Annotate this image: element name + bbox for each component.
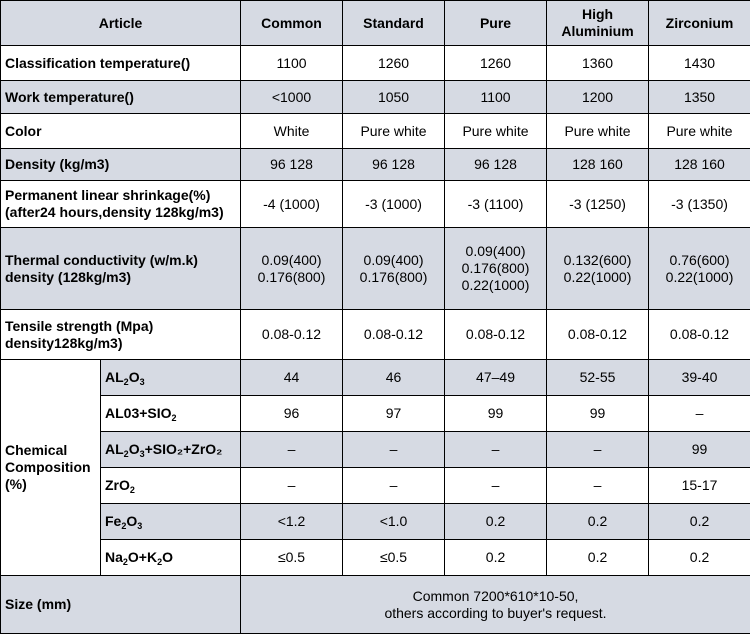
cell-value-line: 0.76(600): [669, 251, 730, 268]
cell-value: Pure white: [547, 114, 649, 149]
cell-value: 0.08-0.12: [547, 310, 649, 360]
cell-value: Pure white: [445, 114, 547, 149]
row-chem-al2o3-sio2-zro2: [1, 432, 750, 468]
cell-value: <1000: [241, 81, 343, 114]
cell-value: 96 128: [445, 149, 547, 181]
row-chem-fe2o3: [1, 504, 750, 540]
row-label-line: density128kg/m3): [5, 334, 123, 351]
cell-value: 1200: [547, 81, 649, 114]
cell-value: –: [241, 468, 343, 504]
row-classification-temperature: [1, 46, 750, 81]
row-label-line: Composition: [5, 459, 91, 475]
cell-value: 99: [649, 432, 750, 468]
header-article: Article: [1, 1, 241, 46]
row-label: Color: [1, 114, 241, 149]
cell-value: 1350: [649, 81, 750, 114]
cell-value-line: 0.09(400): [465, 243, 526, 259]
chem-sub-label: $AL_2O_3+SIO_2+ZrO_2$: [101, 432, 241, 468]
cell-value: <1.2: [241, 504, 343, 540]
cell-value: 1360: [547, 46, 649, 81]
cell-value: 0.2: [649, 504, 750, 540]
cell-value: 47–49: [445, 360, 547, 396]
cell-value: 1100: [445, 81, 547, 114]
cell-value-line: 0.09(400): [363, 251, 424, 268]
cell-value: Pure white: [649, 114, 750, 149]
row-tensile-strength: [1, 310, 750, 360]
cell-value: 0.2: [445, 504, 547, 540]
cell-value: 1430: [649, 46, 750, 81]
cell-value: –: [343, 468, 445, 504]
row-label: [1, 228, 241, 310]
cell-value: 99: [445, 396, 547, 432]
cell-value: -3 (1000): [343, 181, 445, 228]
row-chem-zro2: [1, 468, 750, 504]
cell-value: 128 160: [649, 149, 750, 181]
cell-value: [649, 228, 750, 310]
cell-value: <1.0: [343, 504, 445, 540]
row-label-line: Permanent linear shrinkage(%): [5, 187, 211, 203]
cell-value: 0.08-0.12: [445, 310, 547, 360]
cell-value-line: 0.176(800): [359, 268, 428, 285]
cell-value: 0.08-0.12: [241, 310, 343, 360]
size-value-line: others according to buyer's request.: [384, 604, 607, 621]
row-color: [1, 114, 750, 149]
cell-value: 0.2: [547, 540, 649, 576]
row-label-line: Tensile strength (Mpa): [5, 317, 154, 334]
cell-value: 97: [343, 396, 445, 432]
chem-sub-label: ZrO$_2$: [101, 468, 241, 504]
cell-value: [343, 228, 445, 310]
chem-sub-label: $AL03+SIO_2$: [101, 396, 241, 432]
row-label: [1, 181, 241, 228]
row-chem-na2o-k2o: [1, 540, 750, 576]
cell-value: 0.2: [547, 504, 649, 540]
cell-value: 0.08-0.12: [649, 310, 750, 360]
row-label: [1, 310, 241, 360]
cell-value: 44: [241, 360, 343, 396]
cell-value: 0.2: [649, 540, 750, 576]
header-zirconium: Zirconium: [649, 1, 750, 46]
cell-value: 1260: [445, 46, 547, 81]
cell-value: 96: [241, 396, 343, 432]
cell-value-line: 0.176(800): [461, 260, 530, 276]
row-size: [1, 576, 750, 634]
cell-value: 0.08-0.12: [343, 310, 445, 360]
size-value: [241, 576, 750, 634]
chem-sub-label: $AL_2O_3$: [101, 360, 241, 396]
header-pure: Pure: [445, 1, 547, 46]
cell-value: -4 (1000): [241, 181, 343, 228]
cell-value: [445, 228, 547, 310]
cell-value: White: [241, 114, 343, 149]
chem-sub-label: $Fe_2O_3$: [101, 504, 241, 540]
cell-value: 99: [547, 396, 649, 432]
cell-value: 1100: [241, 46, 343, 81]
row-label: Classification temperature(): [1, 46, 241, 81]
header-high-aluminium: High Aluminium: [547, 1, 649, 46]
row-linear-shrinkage: [1, 181, 750, 228]
row-chem-al2o3-sio2: [1, 396, 750, 432]
cell-value: ≤0.5: [241, 540, 343, 576]
cell-value-line: 0.22(1000): [461, 277, 530, 293]
cell-value: –: [547, 468, 649, 504]
header-standard: Standard: [343, 1, 445, 46]
cell-value: [241, 228, 343, 310]
cell-value: 39-40: [649, 360, 750, 396]
cell-value: 96 128: [343, 149, 445, 181]
header-common: Common: [241, 1, 343, 46]
row-chem-al2o3: [1, 360, 750, 396]
cell-value-line: 0.132(600): [563, 251, 632, 268]
cell-value: [547, 228, 649, 310]
row-thermal-conductivity: [1, 228, 750, 310]
row-label: Density (kg/m3): [1, 149, 241, 181]
cell-value: 0.2: [445, 540, 547, 576]
header-row: [1, 1, 750, 46]
cell-value: 128 160: [547, 149, 649, 181]
row-label-line: density (128kg/m3): [5, 268, 132, 285]
cell-value: –: [649, 396, 750, 432]
row-label: Size (mm): [1, 576, 241, 634]
cell-value-line: 0.22(1000): [665, 268, 734, 285]
row-label: Work temperature(): [1, 81, 241, 114]
cell-value: 15-17: [649, 468, 750, 504]
chemical-composition-label: [1, 360, 101, 576]
cell-value: –: [241, 432, 343, 468]
cell-value: ≤0.5: [343, 540, 445, 576]
cell-value: –: [445, 432, 547, 468]
cell-value: 52-55: [547, 360, 649, 396]
cell-value: 96 128: [241, 149, 343, 181]
cell-value: 1050: [343, 81, 445, 114]
cell-value: -3 (1350): [649, 181, 750, 228]
cell-value: 1260: [343, 46, 445, 81]
chem-sub-label: $Na_2O+K_2O$: [101, 540, 241, 576]
row-label-line: Chemical: [5, 442, 68, 458]
cell-value: -3 (1100): [445, 181, 547, 228]
cell-value: –: [445, 468, 547, 504]
row-label-line: Thermal conductivity (w/m.k): [5, 251, 198, 268]
cell-value: Pure white: [343, 114, 445, 149]
row-density: [1, 149, 750, 181]
row-label-line: (after24 hours,density 128kg/m3): [5, 204, 224, 220]
size-value-line: Common 7200*610*10-50,: [412, 587, 579, 604]
row-label-line: (%): [5, 476, 27, 492]
cell-value: –: [547, 432, 649, 468]
cell-value: –: [343, 432, 445, 468]
cell-value-line: 0.22(1000): [563, 268, 632, 285]
cell-value: 46: [343, 360, 445, 396]
cell-value: -3 (1250): [547, 181, 649, 228]
cell-value-line: 0.09(400): [261, 251, 322, 268]
row-work-temperature: [1, 81, 750, 114]
cell-value-line: 0.176(800): [257, 268, 326, 285]
